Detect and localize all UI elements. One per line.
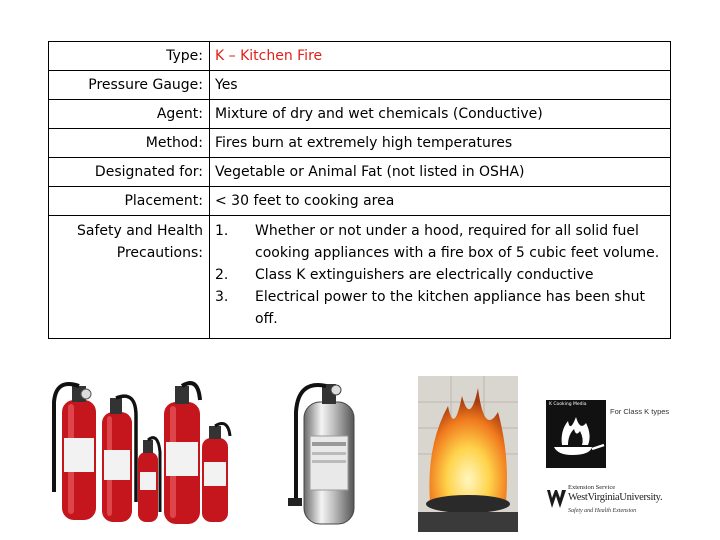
class-k-sign [546,400,606,468]
red-extinguisher-tall-center [102,396,136,522]
pressure-gauge-label: Pressure Gauge: [49,71,210,100]
wvu-extension-logo [546,482,676,526]
red-extinguisher-large-right [164,383,200,524]
method-value: Fires burn at extremely high temperatures [210,129,671,158]
precaution-item [215,220,670,264]
precaution-text: Class K extinguishers are electrically conductive [255,267,594,283]
precaution-number: 1. [215,223,229,239]
red-extinguisher-medium [202,424,230,522]
precaution-number: 2. [215,267,229,283]
red-extinguisher-large-left [54,384,96,520]
precaution-number: 3. [215,289,229,305]
logo-line2: WestVirginiaUniversity. [568,492,663,503]
pressure-gauge-value: Yes [210,71,671,100]
class-k-sign-caption: For Class K types [610,407,670,416]
designated-for-value: Vegetable or Animal Fat (not listed in OSHA) [210,158,671,187]
row-method [49,129,671,158]
precautions-label [49,216,210,339]
row-precautions [49,216,671,339]
row-pressure-gauge [49,71,671,100]
placement-value: < 30 feet to cooking area [210,187,671,216]
precautions-label-line2: Precautions: [116,245,203,261]
class-k-sign-header: K Cooking Media [549,402,587,407]
red-extinguisher-small [138,438,160,522]
type-value: K – Kitchen Fire [210,42,671,71]
agent-label: Agent: [49,100,210,129]
row-agent [49,100,671,129]
type-label: Type: [49,42,210,71]
precautions-value [210,216,671,339]
logo-line3: Safety and Health Extension [568,508,637,514]
extinguisher-info-table [48,41,671,339]
row-designated-for [49,158,671,187]
precautions-list [215,216,670,338]
red-extinguishers-image [48,372,238,532]
logo-line1: Extension Service [568,484,616,491]
precaution-text: Electrical power to the kitchen appliance has been shut off. [255,289,645,327]
wvu-flying-wv-icon [546,486,568,512]
frying-pan-fire-icon [546,409,606,467]
precaution-item [215,286,670,330]
row-type [49,42,671,71]
placement-label: Placement: [49,187,210,216]
row-placement [49,187,671,216]
method-label: Method: [49,129,210,158]
precautions-label-line1: Safety and Health [77,223,203,239]
precaution-item [215,264,670,286]
agent-value: Mixture of dry and wet chemicals (Conductive) [210,100,671,129]
class-k-extinguisher-image [288,372,368,532]
precaution-text: Whether or not under a hood, required for all solid fuel cooking appliances with a fire box of 5 cubic feet volume. [255,223,660,261]
kitchen-fire-image [418,376,518,532]
designated-for-label: Designated for: [49,158,210,187]
